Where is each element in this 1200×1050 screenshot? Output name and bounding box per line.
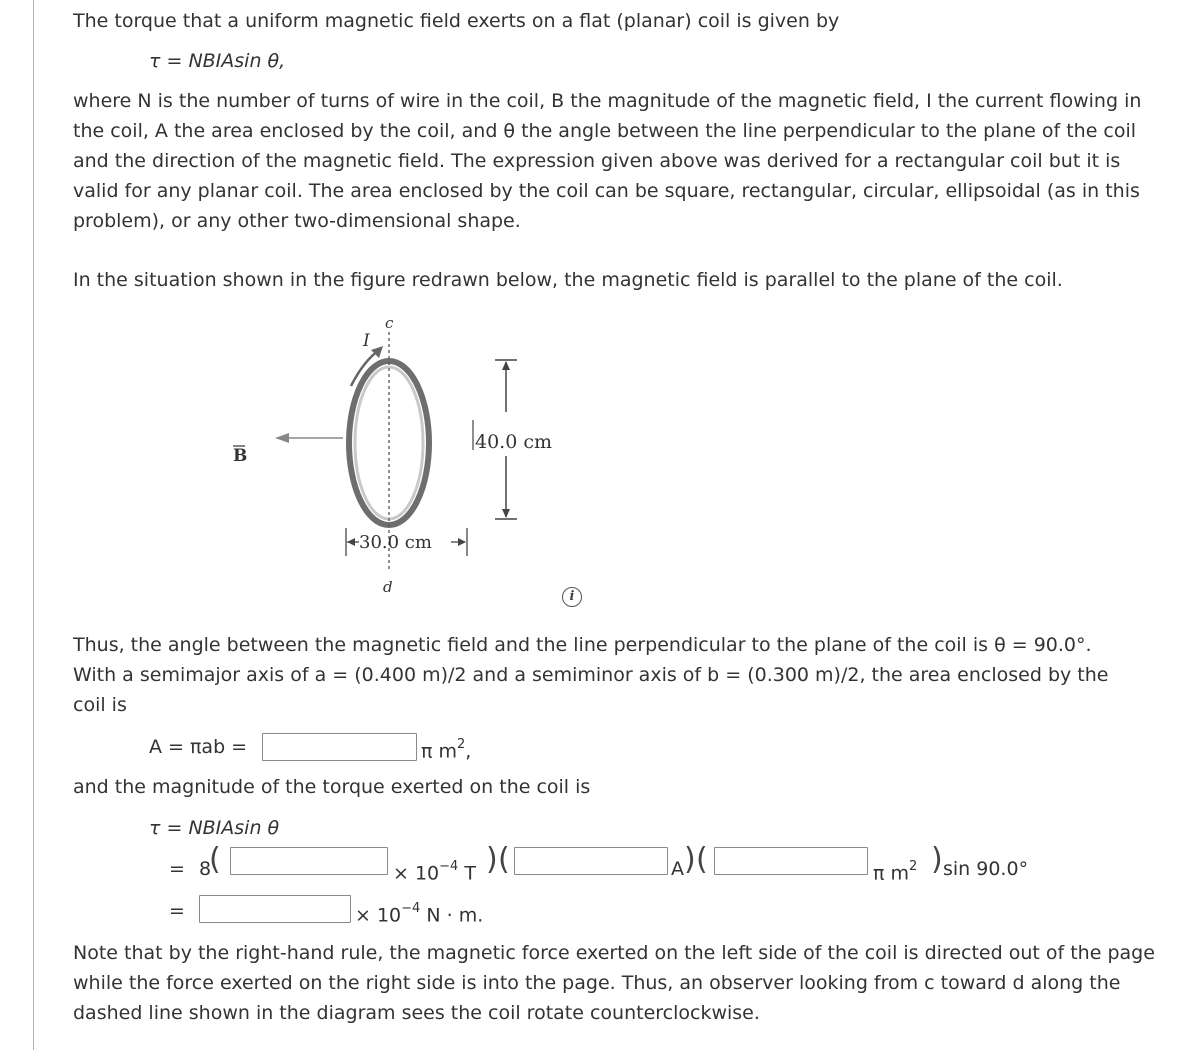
area-lhs: A = πab = bbox=[149, 736, 248, 758]
label-I: I bbox=[363, 331, 370, 351]
torque-answer-input[interactable] bbox=[199, 895, 351, 923]
label-d: d bbox=[383, 578, 393, 596]
area-answer-input[interactable] bbox=[262, 733, 417, 761]
equals-sign-1: = bbox=[169, 858, 185, 880]
height-arrowhead-top bbox=[502, 361, 510, 370]
times-ten-2: × 10 bbox=[355, 904, 402, 927]
height-arrowhead-bottom bbox=[502, 509, 510, 518]
height-label: 40.0 cm bbox=[475, 431, 553, 453]
width-arrowhead-right bbox=[458, 538, 466, 546]
unit-pi-m-exponent: 2 bbox=[909, 859, 918, 874]
width-label: 30.0 cm bbox=[359, 532, 432, 553]
exponent-2: −4 bbox=[401, 901, 421, 916]
area-unit-comma: , bbox=[465, 740, 472, 763]
coil-figure bbox=[193, 310, 553, 600]
torque-formula-text: τ = NBIAsin θ, bbox=[149, 50, 286, 72]
angle-area-paragraph bbox=[73, 630, 1163, 720]
paren-open-3: ( bbox=[696, 842, 708, 877]
unit-tesla: T bbox=[464, 862, 476, 885]
paren-close-2: ) bbox=[684, 842, 696, 877]
intro-paragraph: The torque that a uniform magnetic field exerts on a flat (planar) coil is given by bbox=[73, 10, 840, 32]
equals-sign-2: = bbox=[169, 900, 185, 922]
coil-is-line: coil is bbox=[73, 694, 127, 716]
angle-line: Thus, the angle between the magnetic field and the line perpendicular to the plane of the coil is θ = 90.0°. bbox=[73, 634, 1092, 656]
left-border bbox=[33, 0, 34, 1050]
torque-intro: and the magnitude of the torque exerted on the coil is bbox=[73, 776, 591, 798]
note-paragraph: Note that by the right-hand rule, the magnetic force exerted on the left side of the coil is directed out of the page while the force exerted on the right side is into the page. Thus, an observer looking from c toward d along the dashed line shown in the diagram sees the coil rotate counterclockwise. bbox=[73, 942, 1155, 1024]
exponent-1: −4 bbox=[439, 859, 459, 874]
axes-line: With a semimajor axis of a = (0.400 m)/2 and a semiminor axis of b = (0.300 m)/2, the area enclosed by the bbox=[73, 664, 1109, 686]
field-label: B bbox=[233, 446, 248, 466]
area-unit-text: π m bbox=[421, 740, 457, 763]
area-unit-exponent: 2 bbox=[457, 737, 466, 752]
paren-open-1: ( bbox=[209, 842, 221, 877]
unit-ampere: A bbox=[671, 858, 684, 880]
label-c: c bbox=[385, 314, 394, 332]
width-arrowhead-left bbox=[347, 538, 355, 546]
current-answer-input[interactable] bbox=[514, 847, 668, 875]
torque-formula bbox=[149, 48, 285, 74]
times-ten-1: × 10 bbox=[393, 862, 440, 885]
paren-close-3: ) bbox=[931, 842, 943, 877]
sin-term: sin 90.0° bbox=[943, 858, 1029, 880]
field-unit bbox=[393, 856, 476, 886]
torque-formula-repeat: τ = NBIAsin θ bbox=[149, 817, 280, 839]
area-unit bbox=[421, 734, 471, 764]
paren-close-1: ) bbox=[486, 842, 498, 877]
torque-unit bbox=[355, 898, 483, 928]
unit-pi-m: π m bbox=[873, 862, 909, 885]
paren-open-2: ( bbox=[498, 842, 510, 877]
situation-paragraph: In the situation shown in the figure redrawn below, the magnetic field is parallel to the plane of the coil. bbox=[73, 269, 1063, 291]
turns-value: 8 bbox=[199, 858, 212, 880]
info-icon[interactable]: i bbox=[562, 587, 582, 607]
area2-answer-input[interactable] bbox=[714, 847, 868, 875]
field-answer-input[interactable] bbox=[230, 847, 388, 875]
unit-newton-meter: N · m. bbox=[426, 904, 484, 927]
definitions-paragraph: where N is the number of turns of wire in the coil, B the magnitude of the magnetic field, I the current flowing in the coil, A the area enclosed by the coil, and θ the angle between the line perpendicular to the plane of the coil and the direction of the magnetic field. The expression given above was derived for a rectangular coil but it is valid for any planar coil. The area enclosed by the coil can be square, rectangular, circular, ellipsoidal (as in this problem), or any other two-dimensional shape. bbox=[73, 90, 1142, 232]
area2-unit bbox=[873, 856, 917, 886]
field-arrow-head bbox=[275, 433, 289, 443]
